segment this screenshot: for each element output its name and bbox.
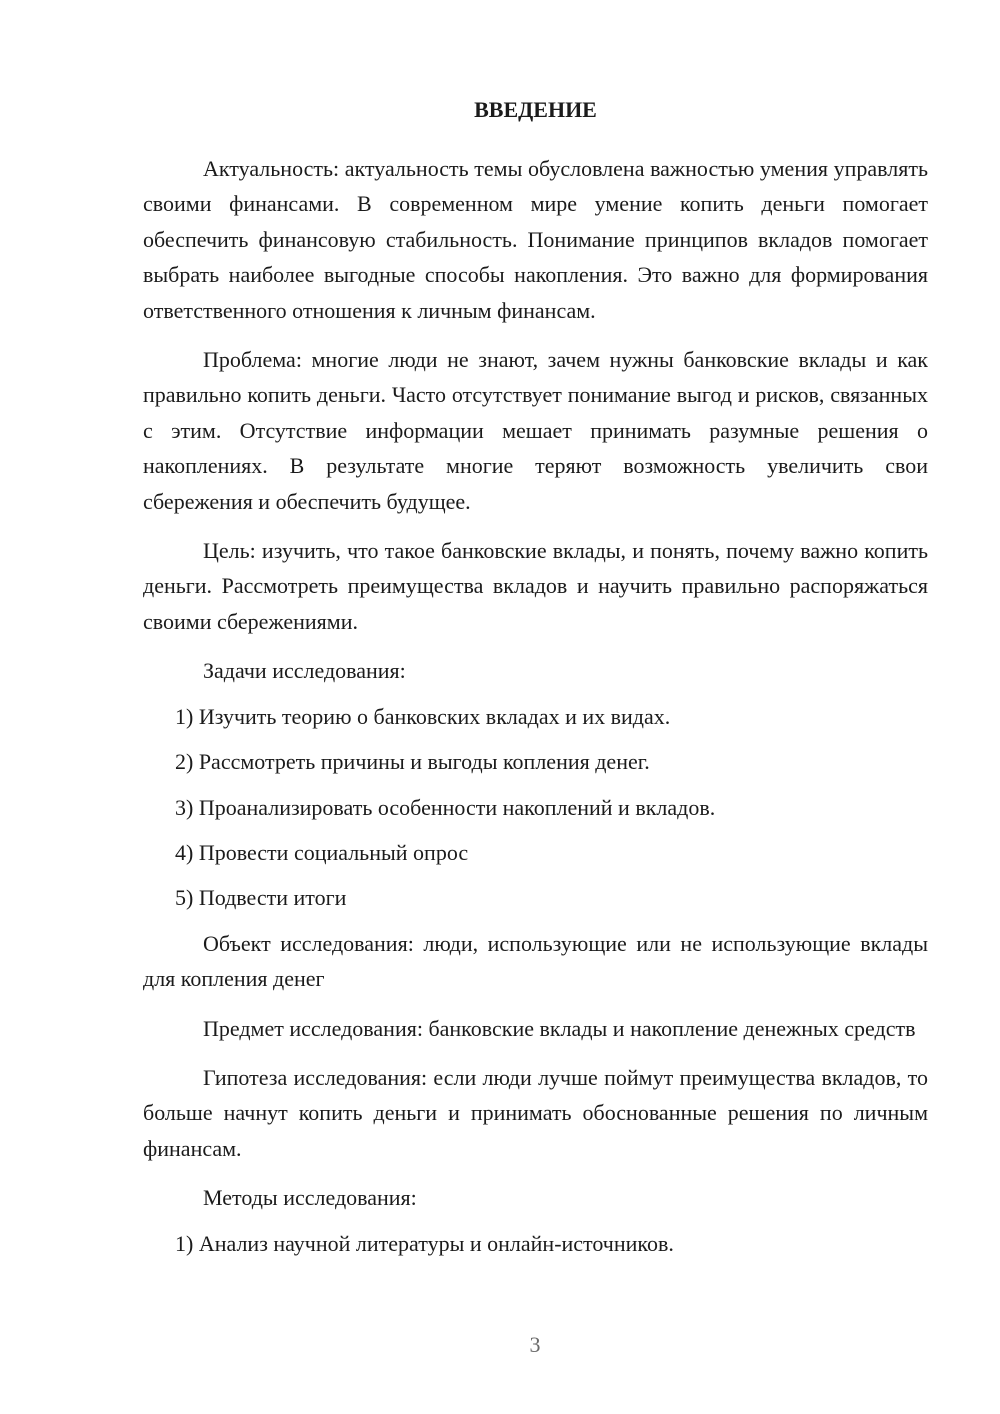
task-item-3: 3) Проанализировать особенности накоплений и вкладов. (175, 794, 716, 820)
page-title: ВВЕДЕНИЕ (474, 97, 597, 122)
goal-paragraph: Цель: изучить, что такое банковские вклады, и понять, почему важно копить деньги. Рассмотреть преимущества вкладов и научить правильно распоряжаться своими сбережениями. (143, 538, 928, 634)
methods-list (143, 1226, 928, 1261)
method-item-1: 1) Анализ научной литературы и онлайн-источников. (175, 1230, 674, 1256)
task-item-1: 1) Изучить теорию о банковских вкладах и их видах. (175, 703, 671, 729)
methods-label: Методы исследования: (203, 1185, 417, 1211)
hypothesis-paragraph: Гипотеза исследования: если люди лучше поймут преимущества вкладов, то больше начнут копить деньги и принимать обоснованные решения по личным финансам. (143, 1064, 928, 1161)
problem-paragraph: Проблема: многие люди не знают, зачем нужны банковские вклады и как правильно копить деньги. Часто отсутствует понимание выгод и рисков, связанных с этим. Отсутствие информации мешает принимать разумные решения о накоплениях. В результате многие теряют возможность увеличить свои сбережения и обеспечить будущее. (143, 347, 928, 514)
subject-paragraph: Предмет исследования: банковские вклады и накопление денежных средств (203, 1015, 916, 1041)
object-paragraph: Объект исследования: люди, использующие или не использующие вклады для копления денег (143, 930, 928, 992)
task-item-5: 5) Подвести итоги (175, 885, 347, 911)
relevance-paragraph: Актуальность: актуальность темы обусловлена важностью умения управлять своими финансами. В современном мире умение копить деньги помогает обеспечить финансовую стабильность. Понимание принципов вкладов помогает выбрать наиболее выгодные способы накопления. Это важно для формирования ответственного отношения к личным финансам. (143, 156, 928, 323)
page-content (143, 92, 928, 1271)
task-item-2: 2) Рассмотреть причины и выгоды копления денег. (175, 749, 650, 775)
tasks-list (143, 699, 928, 916)
tasks-label: Задачи исследования: (203, 658, 406, 684)
task-item-4: 4) Провести социальный опрос (175, 839, 469, 865)
page-number: 3 (529, 1332, 541, 1357)
